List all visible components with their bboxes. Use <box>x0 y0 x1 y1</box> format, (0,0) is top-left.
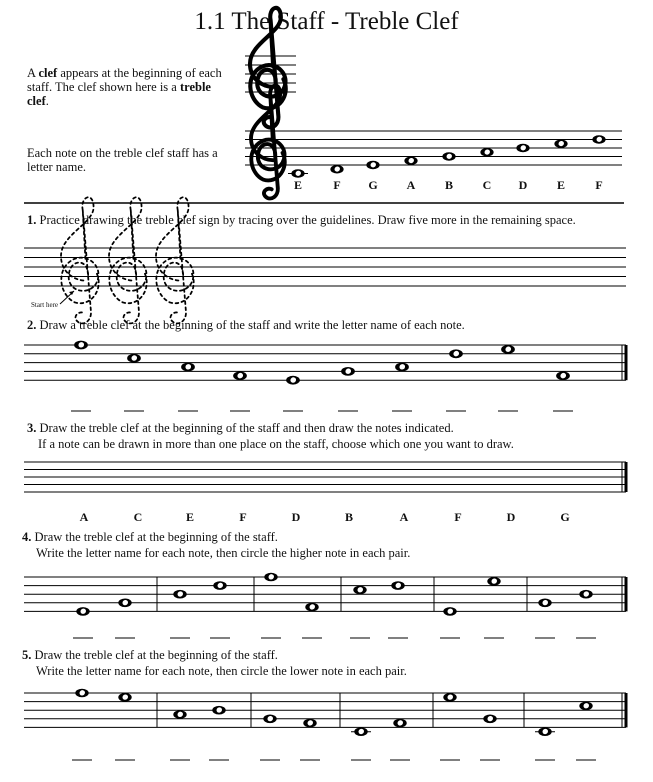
intro-note-name: E <box>556 178 565 192</box>
q4-staff <box>24 577 626 611</box>
whole-note <box>393 719 406 728</box>
whole-note <box>556 371 570 380</box>
intro-note-name: F <box>333 178 341 192</box>
clef-path <box>61 197 99 323</box>
q3-letter: F <box>454 510 462 524</box>
q3-letter: B <box>344 510 353 524</box>
q3-letter: G <box>560 510 570 524</box>
whole-note <box>75 689 88 698</box>
whole-note <box>118 693 131 702</box>
whole-note <box>501 345 515 354</box>
whole-note <box>286 376 300 385</box>
whole-note <box>305 603 318 612</box>
q3-staff <box>24 462 626 492</box>
q2-text: 2. Draw a treble clef at the beginning of the staff and write the letter name of each note. <box>27 318 465 332</box>
whole-note <box>516 144 529 153</box>
q3-letter: C <box>133 510 143 524</box>
intro-note-name: G <box>368 178 378 192</box>
q5-text-line1: 5. Draw the treble clef at the beginning of the staff. <box>22 648 278 662</box>
whole-note <box>395 363 409 372</box>
whole-note <box>443 607 456 616</box>
intro-note-staff <box>245 131 622 165</box>
dashed-treble-clef-icon <box>61 197 99 323</box>
intro-note-name: E <box>293 178 302 192</box>
intro-notes-text: Each note on the treble clef staff has a letter name. <box>27 146 218 174</box>
q1-text: 1. Practice drawing the treble clef sign by tracing over the guidelines. Draw five more in the remaining space. <box>27 213 576 227</box>
whole-note <box>76 607 89 616</box>
whole-note <box>330 165 343 174</box>
whole-note <box>579 702 592 711</box>
intro-clef-text: A clef appears at the beginning of each staff. The clef shown here is a treble clef. <box>27 66 222 108</box>
whole-note <box>213 581 226 590</box>
whole-note <box>74 341 88 350</box>
q1-staff <box>24 248 626 286</box>
whole-note <box>366 161 379 170</box>
q5-text-line2: Write the letter name for each note, then circle the lower note in each pair. <box>36 664 407 678</box>
dashed-treble-clef-icon <box>109 197 147 323</box>
treble-clef-icon <box>250 8 286 128</box>
q3-letter: A <box>79 510 89 524</box>
q3-letter: D <box>291 510 301 524</box>
whole-note <box>579 590 592 599</box>
whole-note <box>449 349 463 358</box>
whole-note <box>443 693 456 702</box>
whole-note <box>181 363 195 372</box>
whole-note <box>391 581 404 590</box>
q3-text-line1: 3. Draw the treble clef at the beginning of the staff and then draw the notes indicated. <box>27 421 454 435</box>
whole-note <box>173 590 186 599</box>
whole-note <box>341 367 355 376</box>
intro-note-name: D <box>518 178 528 192</box>
whole-note <box>404 157 417 166</box>
q3-letter: A <box>399 510 409 524</box>
start-here-label: Start here <box>31 301 59 309</box>
whole-note <box>118 599 131 608</box>
whole-note <box>127 354 141 363</box>
clef-path <box>109 197 147 323</box>
clef-path <box>156 197 194 323</box>
whole-note <box>483 715 496 724</box>
q4-text-line2: Write the letter name for each note, then circle the higher note in each pair. <box>36 546 411 560</box>
whole-note <box>351 727 371 736</box>
q3-letter: F <box>239 510 247 524</box>
whole-note <box>263 715 276 724</box>
whole-note <box>288 169 308 178</box>
q2-staff <box>24 345 626 380</box>
clef-path <box>250 8 286 128</box>
intro-note-name: C <box>482 178 492 192</box>
whole-note <box>233 371 247 380</box>
q3-text-line2: If a note can be drawn in more than one place on the staff, choose which one you want to draw. <box>38 437 514 451</box>
whole-note <box>535 727 555 736</box>
whole-note <box>442 152 455 161</box>
q3-letter: E <box>185 510 194 524</box>
whole-note <box>212 706 225 715</box>
whole-note <box>487 577 500 586</box>
intro-note-name: A <box>406 178 416 192</box>
q3-letter: D <box>506 510 516 524</box>
q5-staff <box>24 693 626 727</box>
intro-note-name: F <box>595 178 603 192</box>
whole-note <box>592 135 605 144</box>
whole-note <box>264 573 277 582</box>
whole-note <box>538 599 551 608</box>
whole-note <box>554 140 567 149</box>
whole-note <box>173 710 186 719</box>
whole-note <box>303 719 316 728</box>
dashed-treble-clef-icon <box>156 197 194 323</box>
whole-note <box>480 148 493 157</box>
whole-note <box>353 586 366 595</box>
intro-note-name: B <box>444 178 453 192</box>
page-title: 1.1 The Staff - Treble Clef <box>194 8 459 35</box>
q4-text-line1: 4. Draw the treble clef at the beginning of the staff. <box>22 530 278 544</box>
